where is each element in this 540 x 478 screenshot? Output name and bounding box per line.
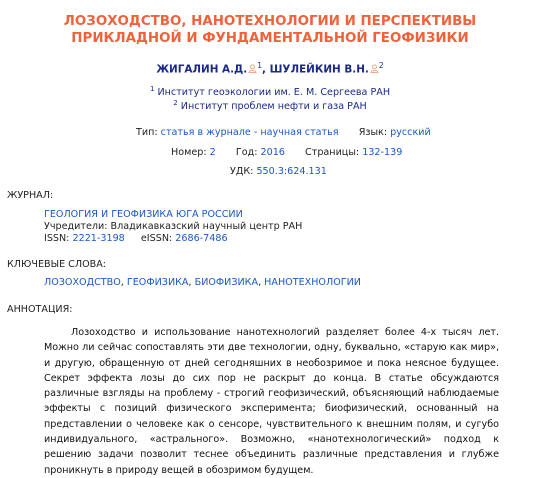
keywords-label: КЛЮЧЕВЫЕ СЛОВА: (7, 259, 107, 270)
keyword-separator: , (188, 277, 195, 288)
person-icon (248, 64, 257, 73)
journal-block (44, 209, 302, 245)
author-link[interactable]: ЖИГАЛИН А.Д. (156, 63, 248, 76)
affiliation (0, 99, 540, 112)
author-affiliation-number: 2 (378, 61, 384, 70)
abstract-label: АННОТАЦИЯ: (7, 304, 73, 315)
meta-type-row (136, 127, 431, 138)
abstract-text: Лозоходство и использование нанотехнологий разделяет более 4-х тысяч лет. Можно ли сейчас сопоставлять эти две технологии, одну, буквально, «старую как мир», и другую, обращенную от дней сегодняшних в необозримое и пока неясное будущее. Секрет эффекта лозы до сих пор не раскрыт до конца. В статье обсуждаются различные взгляды на проблему - строгий геофизический, объясняющий наблюдаемые эффекты с позиций физического эксперимента; биофизический, основанный на представлении о человеке как о сенсоре, чувствительного к внешним полям, и сугубо индивидуального, «астрального». Возможно, «нанотехнологический» подход к решению задачи позволит теснее объединить различные представления и глубже проникнуть в природу вещей в обозримом будущем. (44, 327, 499, 476)
pages-value: 132-139 (362, 147, 403, 158)
founder-value: Владикавказский научный центр РАН (110, 221, 303, 232)
keyword-link[interactable]: НАНОТЕХНОЛОГИИ (264, 277, 361, 288)
meta-udk-row (230, 166, 327, 177)
type-value: статья в журнале - научная статья (160, 127, 339, 138)
affiliation-number: 2 (173, 99, 178, 107)
author-separator: , (262, 63, 266, 76)
author-affiliation-number: 1 (257, 61, 263, 70)
affiliation-text: Институт проблем нефти и газа РАН (180, 101, 367, 113)
journal-founder (44, 221, 302, 233)
author-list (0, 61, 540, 75)
article-title: ЛОЗОХОДСТВО, НАНОТЕХНОЛОГИИ И ПЕРСПЕКТИВЫ ПРИКЛАДНОЙ И ФУНДАМЕНТАЛЬНОЙ ГЕОФИЗИКИ (63, 14, 477, 46)
keyword-link[interactable]: ГЕОФИЗИКА (126, 277, 189, 288)
year-value: 2016 (260, 147, 285, 158)
author-link[interactable]: ШУЛЕЙКИН В.Н. (269, 63, 369, 76)
udk-value: 550.3:624.131 (256, 166, 327, 177)
keyword-link[interactable]: ЛОЗОХОДСТВО (44, 277, 121, 288)
eissn-value: 2686-7486 (175, 233, 228, 244)
journal-name-link[interactable]: ГЕОЛОГИЯ И ГЕОФИЗИКА ЮГА РОССИИ (44, 209, 243, 220)
eissn-label: eISSN: (140, 233, 173, 244)
journal-label: ЖУРНАЛ: (7, 190, 54, 201)
issn-label: ISSN: (44, 233, 70, 244)
keyword-link[interactable]: БИОФИЗИКА (194, 277, 259, 288)
person-icon (370, 64, 379, 73)
journal-issn (44, 233, 302, 245)
language-label: Язык: (358, 127, 388, 138)
year-label: Год: (235, 147, 258, 158)
affiliation-number: 1 (149, 85, 155, 93)
affiliation (0, 85, 540, 98)
number-label: Номер: (171, 147, 207, 158)
keyword-list (44, 277, 361, 289)
udk-label: УДК: (230, 166, 254, 177)
number-value: 2 (209, 147, 216, 158)
issn-value: 2221-3198 (72, 233, 125, 244)
affiliation-text: Институт геоэкологии им. Е. М. Сергеева РАН (157, 87, 391, 99)
type-label: Тип: (136, 127, 158, 138)
language-value: русский (390, 127, 431, 138)
pages-label: Страницы: (305, 147, 360, 158)
keyword-separator: , (120, 277, 127, 288)
keyword-separator: , (258, 277, 265, 288)
meta-issue-row (171, 147, 402, 158)
founder-label: Учредители: (44, 221, 108, 232)
